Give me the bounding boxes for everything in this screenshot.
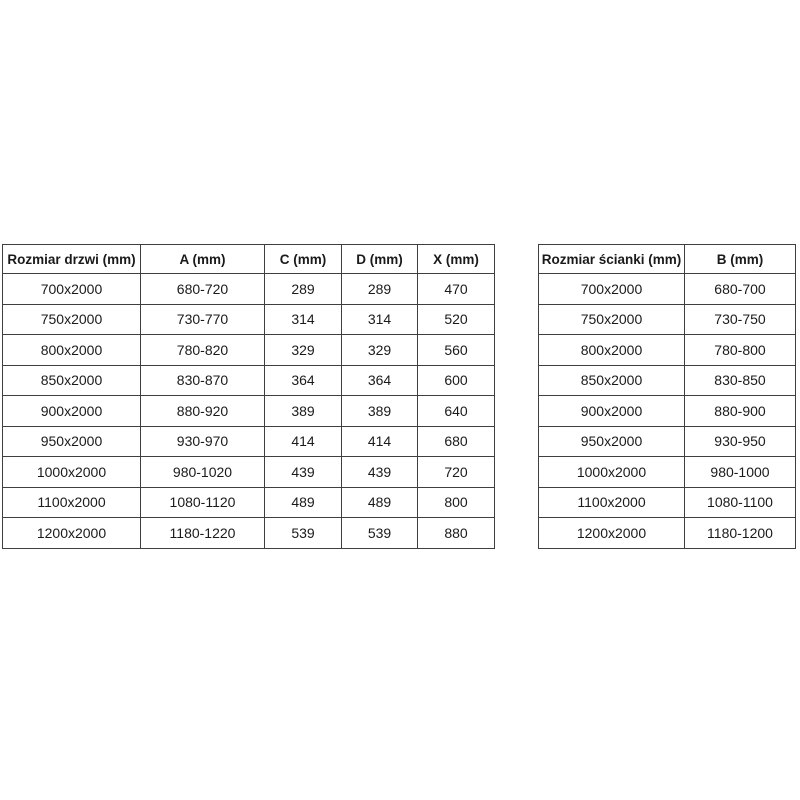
table-cell: 1080-1100: [685, 487, 796, 518]
table-row: [539, 487, 796, 518]
table-cell: 489: [265, 487, 342, 518]
table-cell: 750x2000: [539, 304, 685, 335]
table-row: [539, 426, 796, 457]
table-cell: 950x2000: [539, 426, 685, 457]
table-cell: 329: [342, 335, 418, 366]
table-row: [3, 487, 495, 518]
table-cell: 1100x2000: [539, 487, 685, 518]
table-cell: 439: [342, 457, 418, 488]
table-row: [3, 426, 495, 457]
table-cell: 730-770: [141, 304, 265, 335]
table-cell: 329: [265, 335, 342, 366]
table-row: [3, 304, 495, 335]
table-cell: 1180-1200: [685, 518, 796, 549]
table-cell: 780-800: [685, 335, 796, 366]
table-row: [539, 518, 796, 549]
column-header: Rozmiar ścianki (mm): [539, 245, 685, 274]
table-cell: 560: [418, 335, 495, 366]
table-cell: 700x2000: [3, 274, 141, 305]
table-cell: 389: [265, 396, 342, 427]
header-row: [539, 245, 796, 274]
table-cell: 289: [342, 274, 418, 305]
table-row: [539, 365, 796, 396]
table-cell: 850x2000: [539, 365, 685, 396]
table-cell: 539: [342, 518, 418, 549]
table-cell: 1000x2000: [539, 457, 685, 488]
header-row: [3, 245, 495, 274]
table-cell: 680-700: [685, 274, 796, 305]
table-cell: 539: [265, 518, 342, 549]
column-header: A (mm): [141, 245, 265, 274]
table-cell: 489: [342, 487, 418, 518]
table-cell: 1180-1220: [141, 518, 265, 549]
table-row: [539, 274, 796, 305]
table-cell: 950x2000: [3, 426, 141, 457]
table-row: [3, 365, 495, 396]
column-header: Rozmiar drzwi (mm): [3, 245, 141, 274]
table-cell: 414: [265, 426, 342, 457]
table-cell: 1200x2000: [3, 518, 141, 549]
table-cell: 680-720: [141, 274, 265, 305]
table-cell: 900x2000: [3, 396, 141, 427]
table-cell: 980-1020: [141, 457, 265, 488]
table-cell: 414: [342, 426, 418, 457]
door-sizes-spec-table: [2, 244, 495, 549]
table-cell: 364: [342, 365, 418, 396]
table-row: [3, 518, 495, 549]
table-cell: 439: [265, 457, 342, 488]
table-cell: 880: [418, 518, 495, 549]
table-cell: 314: [265, 304, 342, 335]
table-cell: 364: [265, 365, 342, 396]
table-row: [539, 457, 796, 488]
table-cell: 900x2000: [539, 396, 685, 427]
table-row: [3, 335, 495, 366]
table-cell: 800x2000: [3, 335, 141, 366]
table-row: [3, 396, 495, 427]
table-row: [3, 457, 495, 488]
table-cell: 1100x2000: [3, 487, 141, 518]
table-cell: 930-950: [685, 426, 796, 457]
table-cell: 700x2000: [539, 274, 685, 305]
table-row: [3, 274, 495, 305]
table-cell: 680: [418, 426, 495, 457]
table-cell: 520: [418, 304, 495, 335]
table-cell: 730-750: [685, 304, 796, 335]
table-row: [539, 396, 796, 427]
table-cell: 850x2000: [3, 365, 141, 396]
table-cell: 880-900: [685, 396, 796, 427]
table-cell: 720: [418, 457, 495, 488]
table-cell: 830-850: [685, 365, 796, 396]
table-cell: 389: [342, 396, 418, 427]
column-header: C (mm): [265, 245, 342, 274]
table-cell: 470: [418, 274, 495, 305]
table-cell: 800: [418, 487, 495, 518]
table-cell: 289: [265, 274, 342, 305]
table-cell: 640: [418, 396, 495, 427]
table-cell: 1080-1120: [141, 487, 265, 518]
table-cell: 600: [418, 365, 495, 396]
table-cell: 750x2000: [3, 304, 141, 335]
table-cell: 314: [342, 304, 418, 335]
table-cell: 980-1000: [685, 457, 796, 488]
table-cell: 1000x2000: [3, 457, 141, 488]
table-cell: 780-820: [141, 335, 265, 366]
table-row: [539, 304, 796, 335]
column-header: X (mm): [418, 245, 495, 274]
column-header: D (mm): [342, 245, 418, 274]
column-header: B (mm): [685, 245, 796, 274]
table-cell: 880-920: [141, 396, 265, 427]
table-cell: 930-970: [141, 426, 265, 457]
table-cell: 800x2000: [539, 335, 685, 366]
table-cell: 830-870: [141, 365, 265, 396]
wall-sizes-spec-table: [538, 244, 796, 549]
table-cell: 1200x2000: [539, 518, 685, 549]
table-row: [539, 335, 796, 366]
